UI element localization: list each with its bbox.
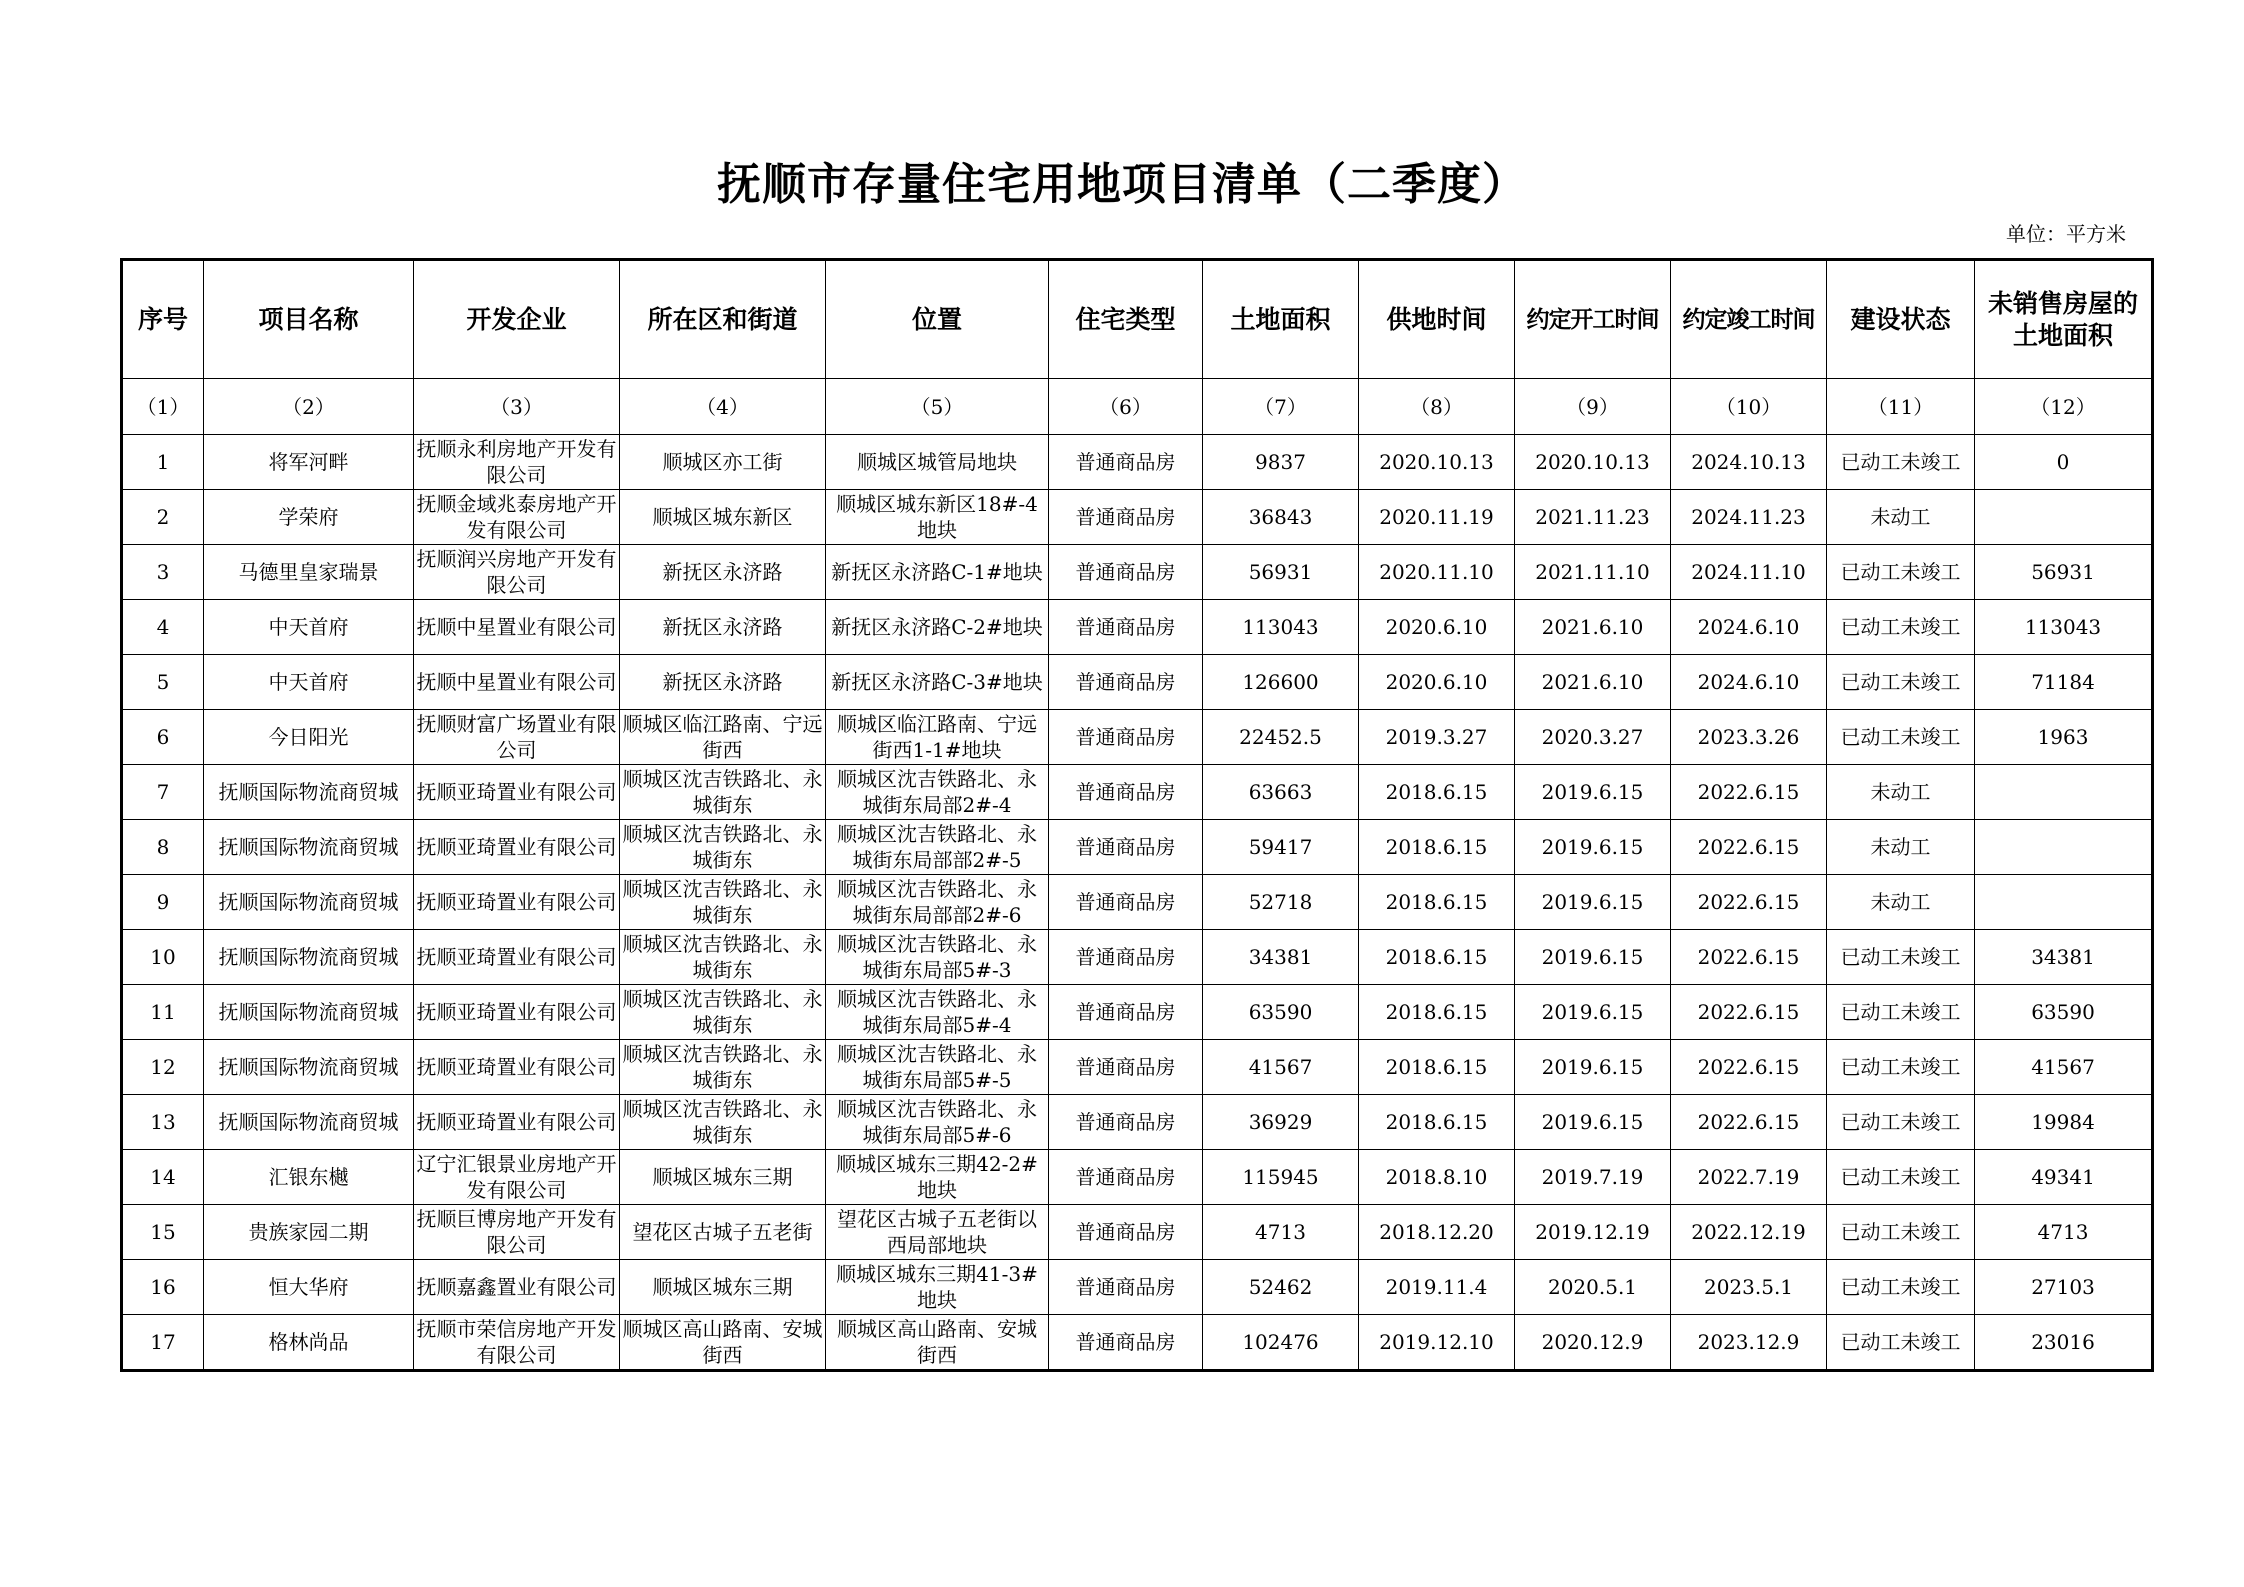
district-street-cell: 顺城区城东三期 (620, 1150, 826, 1205)
unsold-land-area-cell: 0 (1975, 435, 2153, 490)
agreed-completion-date-cell: 2022.6.15 (1671, 930, 1827, 985)
column-number: （11） (1827, 379, 1975, 435)
housing-type-cell: 普通商品房 (1049, 435, 1203, 490)
developer-cell: 抚顺亚琦置业有限公司 (414, 930, 620, 985)
row-number-cell: 3 (122, 545, 204, 600)
district-street-cell: 顺城区沈吉铁路北、永城街东 (620, 820, 826, 875)
agreed-start-date-cell: 2020.3.27 (1515, 710, 1671, 765)
header-row (122, 260, 2153, 379)
construction-status-cell: 已动工未竣工 (1827, 1315, 1975, 1371)
project-name-cell: 抚顺国际物流商贸城 (204, 765, 414, 820)
row-number-cell: 6 (122, 710, 204, 765)
unsold-land-area-cell: 56931 (1975, 545, 2153, 600)
location-cell: 顺城区城东三期42-2#地块 (826, 1150, 1049, 1205)
agreed-completion-date-cell: 2024.6.10 (1671, 600, 1827, 655)
developer-cell: 抚顺永利房地产开发有限公司 (414, 435, 620, 490)
construction-status-cell: 未动工 (1827, 490, 1975, 545)
housing-type-cell: 普通商品房 (1049, 1260, 1203, 1315)
land-area-cell: 36929 (1203, 1095, 1359, 1150)
district-street-cell: 新抚区永济路 (620, 545, 826, 600)
housing-type-cell: 普通商品房 (1049, 600, 1203, 655)
construction-status-cell: 已动工未竣工 (1827, 1205, 1975, 1260)
land-area-cell: 59417 (1203, 820, 1359, 875)
unsold-land-area-cell: 27103 (1975, 1260, 2153, 1315)
column-number: （6） (1049, 379, 1203, 435)
agreed-completion-date-cell: 2023.12.9 (1671, 1315, 1827, 1371)
agreed-completion-date-cell: 2022.6.15 (1671, 1095, 1827, 1150)
project-name-cell: 学荣府 (204, 490, 414, 545)
column-number: （9） (1515, 379, 1671, 435)
agreed-start-date-cell: 2020.10.13 (1515, 435, 1671, 490)
table-row (122, 1260, 2153, 1315)
location-cell: 望花区古城子五老街以西局部地块 (826, 1205, 1049, 1260)
housing-type-cell: 普通商品房 (1049, 710, 1203, 765)
row-number-cell: 9 (122, 875, 204, 930)
project-name-cell: 马德里皇家瑞景 (204, 545, 414, 600)
supply-date-cell: 2018.6.15 (1359, 875, 1515, 930)
unsold-land-area-cell: 71184 (1975, 655, 2153, 710)
table-row (122, 875, 2153, 930)
unsold-land-area-cell: 113043 (1975, 600, 2153, 655)
land-area-cell: 4713 (1203, 1205, 1359, 1260)
supply-date-cell: 2020.6.10 (1359, 600, 1515, 655)
agreed-completion-date-cell: 2022.6.15 (1671, 765, 1827, 820)
construction-status-cell: 未动工 (1827, 875, 1975, 930)
location-cell: 顺城区沈吉铁路北、永城街东局部2#-4 (826, 765, 1049, 820)
developer-cell: 抚顺中星置业有限公司 (414, 600, 620, 655)
district-street-cell: 顺城区城东新区 (620, 490, 826, 545)
supply-date-cell: 2019.12.10 (1359, 1315, 1515, 1371)
row-number-cell: 8 (122, 820, 204, 875)
developer-cell: 抚顺亚琦置业有限公司 (414, 1095, 620, 1150)
housing-type-cell: 普通商品房 (1049, 875, 1203, 930)
district-street-cell: 顺城区沈吉铁路北、永城街东 (620, 985, 826, 1040)
agreed-completion-date-cell: 2024.10.13 (1671, 435, 1827, 490)
developer-cell: 抚顺中星置业有限公司 (414, 655, 620, 710)
agreed-completion-date-cell: 2023.5.1 (1671, 1260, 1827, 1315)
agreed-start-date-cell: 2019.6.15 (1515, 820, 1671, 875)
supply-date-cell: 2018.6.15 (1359, 985, 1515, 1040)
row-number-cell: 13 (122, 1095, 204, 1150)
land-area-cell: 52718 (1203, 875, 1359, 930)
land-area-cell: 63590 (1203, 985, 1359, 1040)
table-row (122, 655, 2153, 710)
row-number-cell: 16 (122, 1260, 204, 1315)
developer-cell: 抚顺金域兆泰房地产开发有限公司 (414, 490, 620, 545)
district-street-cell: 新抚区永济路 (620, 600, 826, 655)
table-row (122, 1150, 2153, 1205)
housing-type-cell: 普通商品房 (1049, 655, 1203, 710)
column-number: （4） (620, 379, 826, 435)
column-number: （1） (122, 379, 204, 435)
housing-type-cell: 普通商品房 (1049, 1040, 1203, 1095)
agreed-start-date-cell: 2019.6.15 (1515, 930, 1671, 985)
header-cell: 供地时间 (1359, 260, 1515, 379)
agreed-start-date-cell: 2021.6.10 (1515, 655, 1671, 710)
unsold-land-area-cell: 1963 (1975, 710, 2153, 765)
district-street-cell: 顺城区临江路南、宁远街西 (620, 710, 826, 765)
agreed-completion-date-cell: 2024.11.23 (1671, 490, 1827, 545)
agreed-start-date-cell: 2021.11.10 (1515, 545, 1671, 600)
district-street-cell: 顺城区沈吉铁路北、永城街东 (620, 765, 826, 820)
agreed-completion-date-cell: 2024.11.10 (1671, 545, 1827, 600)
table-row (122, 710, 2153, 765)
location-cell: 顺城区临江路南、宁远街西1-1#地块 (826, 710, 1049, 765)
developer-cell: 抚顺亚琦置业有限公司 (414, 765, 620, 820)
construction-status-cell: 已动工未竣工 (1827, 1095, 1975, 1150)
header-cell: 项目名称 (204, 260, 414, 379)
developer-cell: 抚顺亚琦置业有限公司 (414, 985, 620, 1040)
district-street-cell: 顺城区高山路南、安城街西 (620, 1315, 826, 1371)
land-area-cell: 56931 (1203, 545, 1359, 600)
project-name-cell: 今日阳光 (204, 710, 414, 765)
agreed-start-date-cell: 2019.6.15 (1515, 985, 1671, 1040)
land-project-table (120, 258, 2154, 1372)
location-cell: 顺城区沈吉铁路北、永城街东局部5#-4 (826, 985, 1049, 1040)
header-cell: 约定竣工时间 (1671, 260, 1827, 379)
location-cell: 新抚区永济路C-2#地块 (826, 600, 1049, 655)
project-name-cell: 抚顺国际物流商贸城 (204, 1040, 414, 1095)
unsold-land-area-cell (1975, 765, 2153, 820)
row-number-cell: 1 (122, 435, 204, 490)
location-cell: 顺城区城东三期41-3#地块 (826, 1260, 1049, 1315)
agreed-completion-date-cell: 2022.12.19 (1671, 1205, 1827, 1260)
developer-cell: 抚顺嘉鑫置业有限公司 (414, 1260, 620, 1315)
housing-type-cell: 普通商品房 (1049, 1150, 1203, 1205)
supply-date-cell: 2018.6.15 (1359, 1095, 1515, 1150)
column-number: （12） (1975, 379, 2153, 435)
housing-type-cell: 普通商品房 (1049, 490, 1203, 545)
header-cell: 住宅类型 (1049, 260, 1203, 379)
district-street-cell: 望花区古城子五老街 (620, 1205, 826, 1260)
project-name-cell: 抚顺国际物流商贸城 (204, 985, 414, 1040)
land-area-cell: 9837 (1203, 435, 1359, 490)
developer-cell: 抚顺巨博房地产开发有限公司 (414, 1205, 620, 1260)
supply-date-cell: 2020.6.10 (1359, 655, 1515, 710)
page-title: 抚顺市存量住宅用地项目清单（二季度） (717, 159, 1527, 210)
developer-cell: 抚顺亚琦置业有限公司 (414, 820, 620, 875)
construction-status-cell: 已动工未竣工 (1827, 930, 1975, 985)
agreed-completion-date-cell: 2022.6.15 (1671, 1040, 1827, 1095)
column-number: （3） (414, 379, 620, 435)
construction-status-cell: 已动工未竣工 (1827, 655, 1975, 710)
project-name-cell: 恒大华府 (204, 1260, 414, 1315)
header-cell: 所在区和街道 (620, 260, 826, 379)
location-cell: 顺城区沈吉铁路北、永城街东局部5#-6 (826, 1095, 1049, 1150)
table-row (122, 1040, 2153, 1095)
construction-status-cell: 已动工未竣工 (1827, 985, 1975, 1040)
row-number-cell: 12 (122, 1040, 204, 1095)
developer-cell: 抚顺市荣信房地产开发有限公司 (414, 1315, 620, 1371)
table-row (122, 1205, 2153, 1260)
agreed-completion-date-cell: 2024.6.10 (1671, 655, 1827, 710)
location-cell: 顺城区高山路南、安城街西 (826, 1315, 1049, 1371)
location-cell: 新抚区永济路C-3#地块 (826, 655, 1049, 710)
project-name-cell: 中天首府 (204, 600, 414, 655)
agreed-completion-date-cell: 2022.7.19 (1671, 1150, 1827, 1205)
land-area-cell: 115945 (1203, 1150, 1359, 1205)
land-area-cell: 126600 (1203, 655, 1359, 710)
header-cell: 土地面积 (1203, 260, 1359, 379)
unsold-land-area-cell (1975, 875, 2153, 930)
location-cell: 顺城区城东新区18#-4地块 (826, 490, 1049, 545)
project-name-cell: 贵族家园二期 (204, 1205, 414, 1260)
table-row (122, 985, 2153, 1040)
developer-cell: 抚顺亚琦置业有限公司 (414, 875, 620, 930)
row-number-cell: 14 (122, 1150, 204, 1205)
construction-status-cell: 已动工未竣工 (1827, 545, 1975, 600)
header-cell: 位置 (826, 260, 1049, 379)
location-cell: 顺城区沈吉铁路北、永城街东局部5#-5 (826, 1040, 1049, 1095)
table-row (122, 820, 2153, 875)
land-area-cell: 22452.5 (1203, 710, 1359, 765)
district-street-cell: 顺城区亦工街 (620, 435, 826, 490)
land-area-cell: 52462 (1203, 1260, 1359, 1315)
agreed-completion-date-cell: 2023.3.26 (1671, 710, 1827, 765)
supply-date-cell: 2018.6.15 (1359, 1040, 1515, 1095)
district-street-cell: 顺城区沈吉铁路北、永城街东 (620, 1095, 826, 1150)
unsold-land-area-cell: 49341 (1975, 1150, 2153, 1205)
row-number-cell: 5 (122, 655, 204, 710)
unsold-land-area-cell: 19984 (1975, 1095, 2153, 1150)
project-name-cell: 格林尚品 (204, 1315, 414, 1371)
construction-status-cell: 已动工未竣工 (1827, 435, 1975, 490)
column-number: （5） (826, 379, 1049, 435)
agreed-start-date-cell: 2019.7.19 (1515, 1150, 1671, 1205)
header-cell: 开发企业 (414, 260, 620, 379)
agreed-completion-date-cell: 2022.6.15 (1671, 875, 1827, 930)
unsold-land-area-cell: 34381 (1975, 930, 2153, 985)
housing-type-cell: 普通商品房 (1049, 985, 1203, 1040)
construction-status-cell: 已动工未竣工 (1827, 710, 1975, 765)
construction-status-cell: 已动工未竣工 (1827, 1260, 1975, 1315)
housing-type-cell: 普通商品房 (1049, 1205, 1203, 1260)
unsold-land-area-cell (1975, 490, 2153, 545)
table-row (122, 765, 2153, 820)
agreed-start-date-cell: 2021.11.23 (1515, 490, 1671, 545)
district-street-cell: 新抚区永济路 (620, 655, 826, 710)
agreed-start-date-cell: 2019.12.19 (1515, 1205, 1671, 1260)
land-area-cell: 36843 (1203, 490, 1359, 545)
construction-status-cell: 未动工 (1827, 765, 1975, 820)
column-number: （10） (1671, 379, 1827, 435)
header-cell: 未销售房屋的土地面积 (1975, 260, 2153, 379)
row-number-cell: 10 (122, 930, 204, 985)
project-name-cell: 抚顺国际物流商贸城 (204, 875, 414, 930)
housing-type-cell: 普通商品房 (1049, 1095, 1203, 1150)
unsold-land-area-cell: 23016 (1975, 1315, 2153, 1371)
land-area-cell: 41567 (1203, 1040, 1359, 1095)
row-number-cell: 15 (122, 1205, 204, 1260)
land-area-cell: 113043 (1203, 600, 1359, 655)
unit-label: 单位：平方米 (2006, 222, 2126, 246)
header-cell: 约定开工时间 (1515, 260, 1671, 379)
unsold-land-area-cell: 4713 (1975, 1205, 2153, 1260)
construction-status-cell: 未动工 (1827, 820, 1975, 875)
housing-type-cell: 普通商品房 (1049, 545, 1203, 600)
row-number-cell: 4 (122, 600, 204, 655)
header-cell: 序号 (122, 260, 204, 379)
project-name-cell: 中天首府 (204, 655, 414, 710)
column-number: （2） (204, 379, 414, 435)
district-street-cell: 顺城区沈吉铁路北、永城街东 (620, 930, 826, 985)
row-number-cell: 11 (122, 985, 204, 1040)
housing-type-cell: 普通商品房 (1049, 765, 1203, 820)
agreed-completion-date-cell: 2022.6.15 (1671, 985, 1827, 1040)
location-cell: 顺城区沈吉铁路北、永城街东局部部2#-5 (826, 820, 1049, 875)
district-street-cell: 顺城区城东三期 (620, 1260, 826, 1315)
agreed-start-date-cell: 2019.6.15 (1515, 1040, 1671, 1095)
row-number-cell: 7 (122, 765, 204, 820)
header-cell: 建设状态 (1827, 260, 1975, 379)
agreed-start-date-cell: 2019.6.15 (1515, 875, 1671, 930)
construction-status-cell: 已动工未竣工 (1827, 600, 1975, 655)
project-name-cell: 抚顺国际物流商贸城 (204, 930, 414, 985)
table-row (122, 1095, 2153, 1150)
construction-status-cell: 已动工未竣工 (1827, 1150, 1975, 1205)
housing-type-cell: 普通商品房 (1049, 1315, 1203, 1371)
table-row (122, 435, 2153, 490)
project-name-cell: 将军河畔 (204, 435, 414, 490)
column-number: （8） (1359, 379, 1515, 435)
supply-date-cell: 2019.3.27 (1359, 710, 1515, 765)
project-name-cell: 抚顺国际物流商贸城 (204, 1095, 414, 1150)
agreed-start-date-cell: 2019.6.15 (1515, 1095, 1671, 1150)
table-row (122, 600, 2153, 655)
land-area-cell: 102476 (1203, 1315, 1359, 1371)
supply-date-cell: 2019.11.4 (1359, 1260, 1515, 1315)
housing-type-cell: 普通商品房 (1049, 930, 1203, 985)
developer-cell: 辽宁汇银景业房地产开发有限公司 (414, 1150, 620, 1205)
project-name-cell: 汇银东樾 (204, 1150, 414, 1205)
table-row (122, 490, 2153, 545)
unsold-land-area-cell: 41567 (1975, 1040, 2153, 1095)
agreed-start-date-cell: 2020.5.1 (1515, 1260, 1671, 1315)
supply-date-cell: 2018.6.15 (1359, 765, 1515, 820)
agreed-start-date-cell: 2020.12.9 (1515, 1315, 1671, 1371)
table-row (122, 930, 2153, 985)
land-area-cell: 63663 (1203, 765, 1359, 820)
table-row (122, 1315, 2153, 1371)
location-cell: 顺城区沈吉铁路北、永城街东局部部2#-6 (826, 875, 1049, 930)
row-number-cell: 17 (122, 1315, 204, 1371)
supply-date-cell: 2018.8.10 (1359, 1150, 1515, 1205)
supply-date-cell: 2020.11.19 (1359, 490, 1515, 545)
table-row (122, 545, 2153, 600)
agreed-completion-date-cell: 2022.6.15 (1671, 820, 1827, 875)
supply-date-cell: 2018.6.15 (1359, 930, 1515, 985)
unsold-land-area-cell: 63590 (1975, 985, 2153, 1040)
agreed-start-date-cell: 2019.6.15 (1515, 765, 1671, 820)
supply-date-cell: 2018.12.20 (1359, 1205, 1515, 1260)
column-number: （7） (1203, 379, 1359, 435)
location-cell: 新抚区永济路C-1#地块 (826, 545, 1049, 600)
land-area-cell: 34381 (1203, 930, 1359, 985)
row-number-cell: 2 (122, 490, 204, 545)
developer-cell: 抚顺财富广场置业有限公司 (414, 710, 620, 765)
district-street-cell: 顺城区沈吉铁路北、永城街东 (620, 875, 826, 930)
construction-status-cell: 已动工未竣工 (1827, 1040, 1975, 1095)
unsold-land-area-cell (1975, 820, 2153, 875)
supply-date-cell: 2020.10.13 (1359, 435, 1515, 490)
location-cell: 顺城区沈吉铁路北、永城街东局部5#-3 (826, 930, 1049, 985)
supply-date-cell: 2018.6.15 (1359, 820, 1515, 875)
column-number-row (122, 379, 2153, 435)
agreed-start-date-cell: 2021.6.10 (1515, 600, 1671, 655)
project-name-cell: 抚顺国际物流商贸城 (204, 820, 414, 875)
supply-date-cell: 2020.11.10 (1359, 545, 1515, 600)
location-cell: 顺城区城管局地块 (826, 435, 1049, 490)
housing-type-cell: 普通商品房 (1049, 820, 1203, 875)
district-street-cell: 顺城区沈吉铁路北、永城街东 (620, 1040, 826, 1095)
developer-cell: 抚顺润兴房地产开发有限公司 (414, 545, 620, 600)
developer-cell: 抚顺亚琦置业有限公司 (414, 1040, 620, 1095)
